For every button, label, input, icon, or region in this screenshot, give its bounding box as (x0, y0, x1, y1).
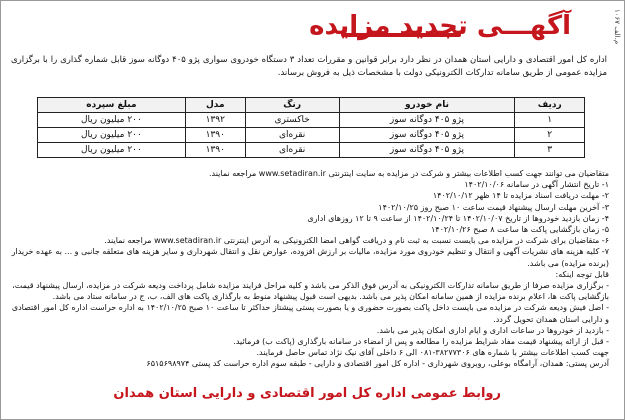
note-item: - قبل از ارائه پیشنهاد قیمت مفاد شرایط مزایده را مطالعه و پس از امضاء در سامانه بارگذاری (پاکت ب) فرمائید. (233, 337, 609, 347)
intro-paragraph: اداره کل امور اقتصادی و دارایی استان همدان در نظر دارد برابر قوانین و مقررات تعداد ۳ دستگاه خودروی سواری پژو ۴۰۵ دوگانه سوز قابل شماره گذاری را با برگزاری مزایده عمومی از طریق سامانه تدارکات الکترونیکی دولت با مشخصات ذیل به فروش برساند. (11, 55, 607, 78)
note-item: ۳- آخرین مهلت ارسال پیشنهاد قیمت ساعت ۱۰ صبح روز ۱۴۰۲/۱۰/۲۵ (378, 202, 609, 212)
cell-vehicle-name: پژو ۴۰۵ دوگانه سوز (339, 143, 515, 158)
note-item: ۱- تاریخ انتشار آگهی در سامانه ۱۴۰۲/۱۰/۰۶ (464, 180, 609, 190)
note-item: متقاضیان می توانند جهت کسب اطلاعات بیشتر و شرکت در مزایده به سایت اینترنتی www.setadiran.ir مراجعه نمایند. (209, 169, 609, 178)
header-vehicle-name: نام خودرو (339, 98, 515, 113)
cell-color: نقره‌ای (245, 128, 339, 143)
table-row (38, 128, 585, 143)
cell-deposit: ۲۰۰ میلیون ریال (38, 128, 186, 143)
cell-color: خاکستری (245, 113, 339, 128)
cell-row-number: ۱ (515, 113, 585, 128)
cell-vehicle-name: پژو ۴۰۵ دوگانه سوز (339, 128, 515, 143)
header-model: مدل (185, 98, 245, 113)
cell-model: ۱۳۹۲ (185, 113, 245, 128)
cell-deposit: ۲۰۰ میلیون ریال (38, 113, 186, 128)
cell-color: نقره‌ای (245, 143, 339, 158)
cell-row-number: ۳ (515, 143, 585, 158)
note-item: - اصل فیش ودیعه شرکت در مزایده می بایست داخل پاکت بصورت حضوری و یا بصورت پستی پیشتاز حداکثر تا ساعت ۱۰ صبح ۱۴۰۲/۱۰/۲۵ به اداره حراست اداره کل امور اقتصادی و دارایی استان همدان تحویل گردد. (11, 303, 609, 324)
cell-model: ۱۳۹۰ (185, 128, 245, 143)
vehicles-table (37, 97, 585, 158)
cell-vehicle-name: پژو ۴۰۵ دوگانه سوز (339, 113, 515, 128)
note-item: ۵- زمان بازگشایی پاکت ها ساعت ۸ صبح ۱۴۰۲/۱۰/۲۶ (431, 225, 609, 235)
conditions-list (9, 168, 609, 370)
header-color: رنگ (245, 98, 339, 113)
page-title: آگهـــی تجدید مزایده (309, 11, 571, 41)
note-item: ۴- زمان بازدید خودروها از تاریخ ۱۴۰۲/۱۰/۰۷ تا ۱۴۰۲/۱۰/۲۴ از ساعت ۹ تا ۱۲ روزهای اداری (307, 213, 609, 223)
title-block (309, 11, 571, 53)
table-row (38, 113, 585, 128)
note-item: ۷- کلیه هزینه های نشریات آگهی و انتقال و تنظیم خودروی مورد مزایده، مالیات بر ارزش افزوده، عوارض نقل و انتقال شهرداری و سایر هزینه های متعلقه جانبی و ... به عهده خریدار (برنده مزایده) می باشد. (11, 247, 609, 268)
cell-model: ۱۳۹۰ (185, 143, 245, 158)
note-item: آدرس پستی: همدان، آرامگاه بوعلی، روبروی شهرداری - اداره کل امور اقتصادی و دارایی - طبقه سوم اداره حراست کد پستی ۶۵۱۵۶۹۸۹۷۴ (146, 359, 609, 369)
cell-row-number: ۲ (515, 128, 585, 143)
document-stamp: م.الف ۱۰۶۷ (613, 9, 621, 45)
note-item: - بازدید از خودروها در ساعات اداری و ایام اداری امکان پذیر می باشد. (376, 325, 609, 335)
note-item: ۲- مهلت دریافت اسناد مزایده تا ۱۴ ظهر ۱۴۰۲/۱۰/۱۲ (432, 191, 609, 201)
note-item: - برگزاری مزایده صرفا از طریق سامانه تدارکات الکترونیکی به آدرس فوق الذکر می باشد و کلیه مراحل فرایند مزایده شامل پرداخت ودیعه شرکت در مزایده، ارسال پیشنهاد قیمت، بازگشایی پاکت ها، اعلام برنده مزایده از همین سامانه امکان پذیر می باشد. بدیهی است قبول پیشنهاد منوط به بارگذاری پاکت های الف، ب، ج در سامانه ستاد می باشد. (12, 281, 609, 302)
cell-deposit: ۲۰۰ میلیون ریال (38, 143, 186, 158)
table-row (38, 143, 585, 158)
note-item: جهت کسب اطلاعات بیشتر با شماره های ۳۸۲۷۷۳۰۶-۰۸۱ الی ۶ داخلی آقای نیک نژاد تماس حاصل فرمایند. (256, 348, 609, 358)
header-deposit: مبلغ سپرده (38, 98, 186, 113)
table-header-row (38, 98, 585, 113)
note-item: ۶- متقاضیان برای شرکت در مزایده می بایست نسبت به ثبت نام و دریافت گواهی امضا الکترونیکی به آدرس اینترنتی www.setadiran.ir مراجعه نمایند. (104, 236, 609, 246)
note-item: قابل توجه اینکه: (555, 269, 609, 279)
footer-signature: روابط عمومی اداره کل امور اقتصادی و دارایی استان همدان (113, 386, 501, 401)
header-row-number: ردیف (515, 98, 585, 113)
